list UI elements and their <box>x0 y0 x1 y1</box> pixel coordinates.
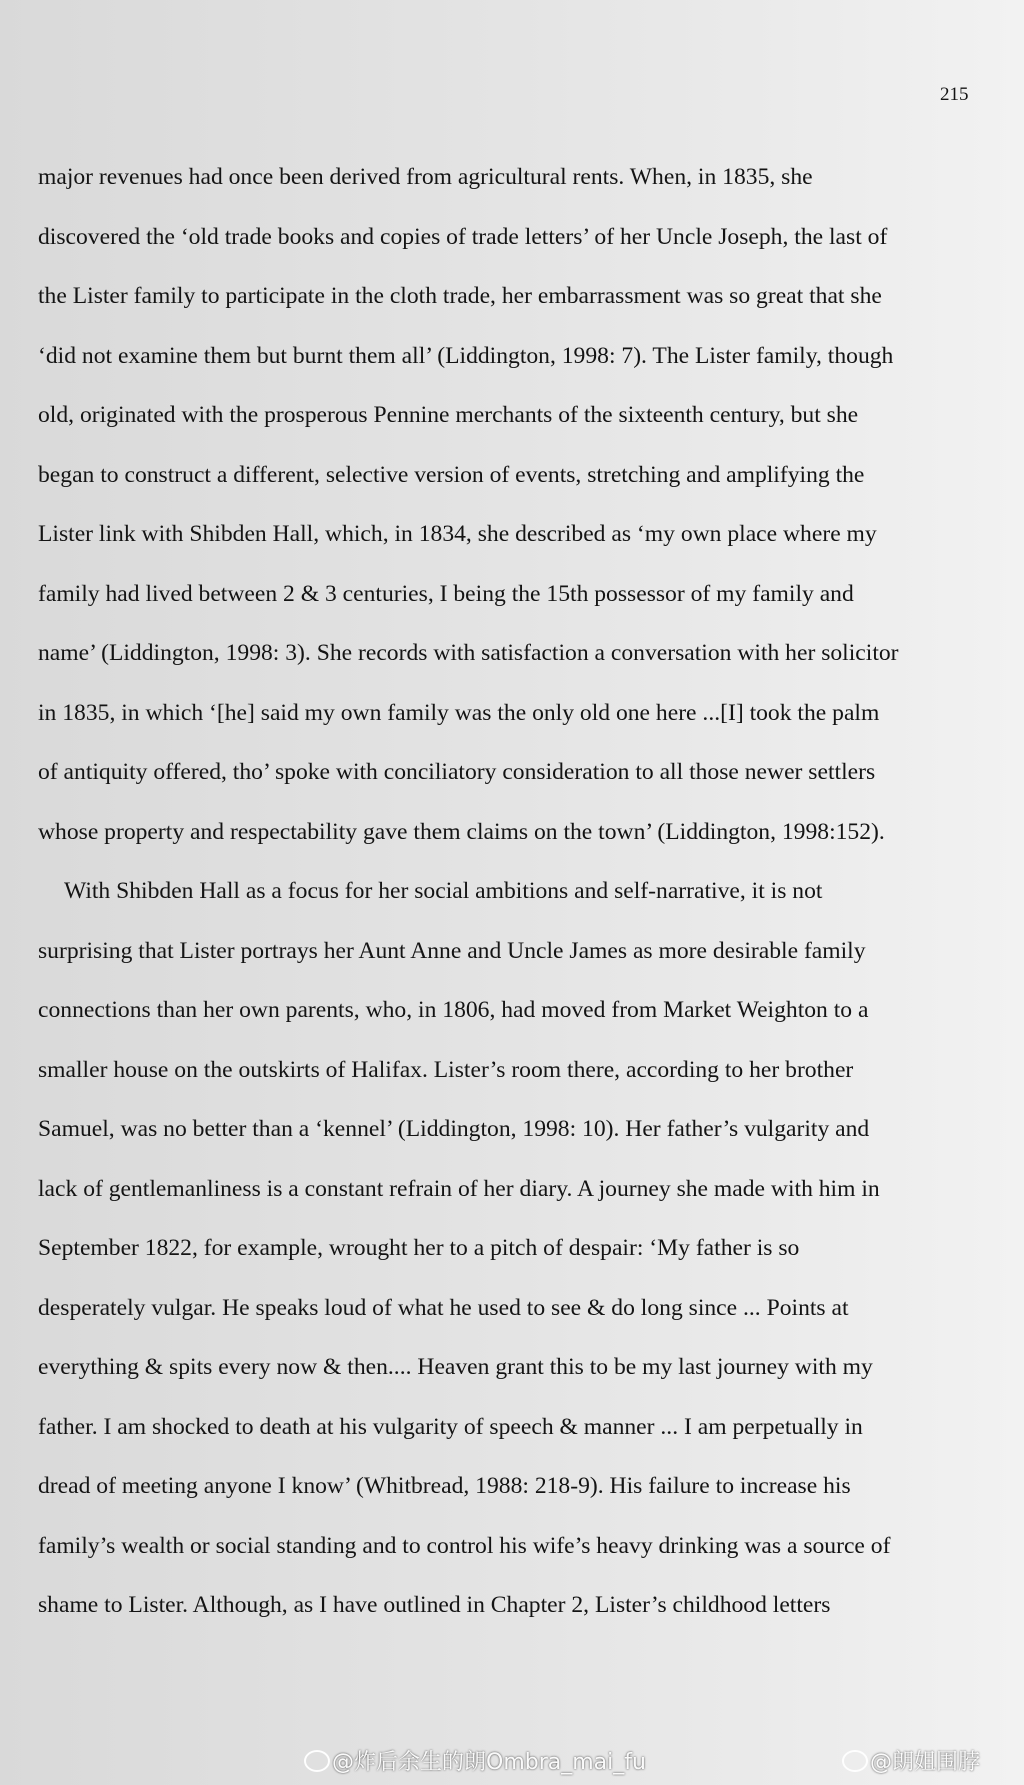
text-line: of antiquity offered, tho’ spoke with conciliatory consideration to all those newer settlers <box>38 759 876 785</box>
text-line: shame to Lister. Although, as I have outlined in Chapter 2, Lister’s childhood letters <box>38 1592 831 1618</box>
text-line: desperately vulgar. He speaks loud of what he used to see & do long since ... Points at <box>38 1294 849 1321</box>
text-line: in 1835, in which ‘[he] said my own family was the only old one here ...[I] took the palm <box>38 699 880 726</box>
text-line: September 1822, for example, wrought her to a pitch of despair: ‘My father is so <box>38 1235 800 1261</box>
text-line: smaller house on the outskirts of Halifax. Lister’s room there, according to her brother <box>38 1056 854 1083</box>
watermark-right-text: @朗姐围脖 <box>870 1750 981 1775</box>
page-text <box>38 152 988 1640</box>
text-line: connections than her own parents, who, in 1806, had moved from Market Weighton to a <box>38 997 869 1023</box>
watermark-left-text: @炸后余生的朗Ombra_mai_fu <box>332 1750 646 1775</box>
text-line: name’ (Liddington, 1998: 3). She records with satisfaction a conversation with her solicitor <box>38 640 899 666</box>
text-line: major revenues had once been derived from agricultural rents. When, in 1835, she <box>38 164 813 190</box>
page-number: 215 <box>940 84 969 105</box>
weibo-icon-right <box>842 1750 868 1772</box>
weibo-icon-left <box>304 1750 330 1772</box>
text-line: lack of gentlemanliness is a constant refrain of her diary. A journey she made with him in <box>38 1175 880 1202</box>
text-line: the Lister family to participate in the cloth trade, her embarrassment was so great that she <box>38 283 882 309</box>
text-line: surprising that Lister portrays her Aunt Anne and Uncle James as more desirable family <box>38 937 866 964</box>
text-line: dread of meeting anyone I know’ (Whitbread, 1988: 218-9). His failure to increase his <box>38 1473 851 1499</box>
text-line: family’s wealth or social standing and to control his wife’s heavy drinking was a source of <box>38 1532 891 1559</box>
text-line: Lister link with Shibden Hall, which, in 1834, she described as ‘my own place where my <box>38 521 877 547</box>
text-line: began to construct a different, selective version of events, stretching and amplifying the <box>38 461 865 488</box>
text-line: family had lived between 2 & 3 centuries, I being the 15th possessor of my family and <box>38 580 854 607</box>
text-line-paragraph-start: With Shibden Hall as a focus for her social ambitions and self-narrative, it is not <box>64 878 823 904</box>
text-line: old, originated with the prosperous Pennine merchants of the sixteenth century, but she <box>38 402 859 428</box>
text-line: everything & spits every now & then.... Heaven grant this to be my last journey with my <box>38 1354 873 1380</box>
text-line: Samuel, was no better than a ‘kennel’ (Liddington, 1998: 10). Her father’s vulgarity and <box>38 1116 870 1142</box>
text-line: discovered the ‘old trade books and copies of trade letters’ of her Uncle Joseph, the last of <box>38 223 888 250</box>
text-line: ‘did not examine them but burnt them all’ (Liddington, 1998: 7). The Lister family, though <box>38 342 894 369</box>
text-line: whose property and respectability gave them claims on the town’ (Liddington, 1998:152). <box>38 818 885 845</box>
watermark-actual <box>0 1741 1024 1779</box>
text-line: father. I am shocked to death at his vulgarity of speech & manner ... I am perpetually in <box>38 1413 863 1440</box>
